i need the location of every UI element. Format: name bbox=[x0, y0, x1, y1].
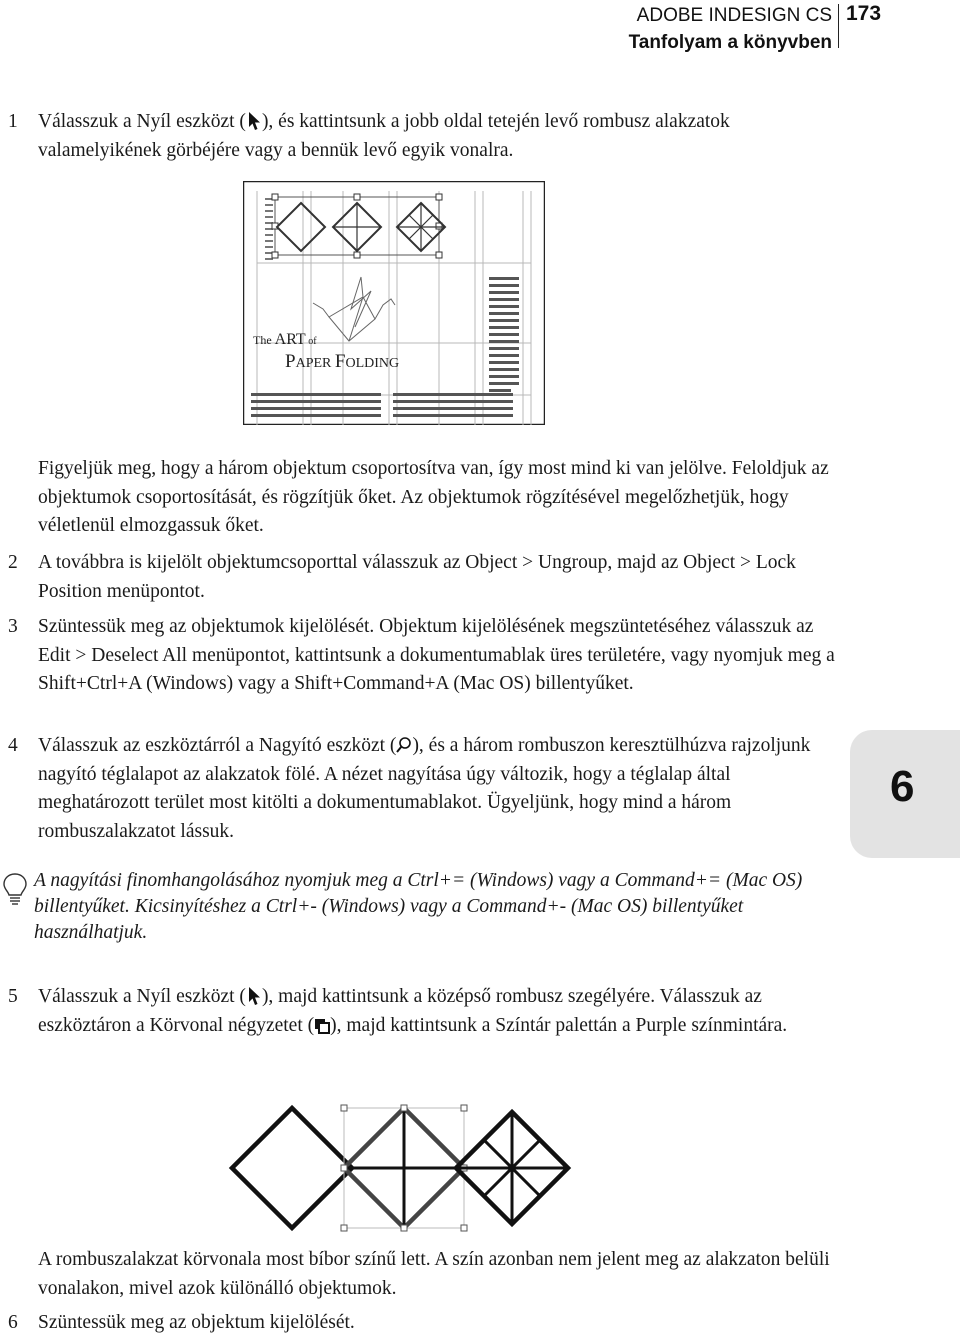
body-paragraph: A rombuszalakzat körvonala most bíbor színű lett. A szín azonban nem jelent meg az alakzaton belüli vonalakon, mivel azok különálló objektumok. bbox=[38, 1249, 830, 1299]
lightbulb-icon bbox=[2, 872, 28, 906]
layout-screenshot-figure bbox=[243, 181, 545, 425]
step-6-text: Szüntessük meg az objektum kijelölését. bbox=[38, 1312, 355, 1333]
step-5-text: Válasszuk a Nyíl eszközt ( ), majd kattintsunk a középső rombusz szegélyére. Válasszuk az eszköztáron a Körvonal négyzetet ( ), majd kattintsunk a Színtár palettán a Purple színmintára. bbox=[38, 986, 788, 1036]
step-number: 5 bbox=[8, 986, 18, 1007]
arrow-icon bbox=[246, 111, 262, 131]
diamond-star bbox=[456, 1112, 568, 1224]
step-2-text: A továbbra is kijelölt objektumcsoporttal válasszuk az Object > Ungroup, majd az Object > Lock Position menüpontot. bbox=[38, 552, 796, 602]
running-header bbox=[629, 2, 832, 56]
step-3-text: Szüntessük meg az objektumok kijelölését. Objektum kijelölésének megszüntetéséhez válasszuk az Edit > Deselect All menüpontot, kattintsunk a dokumentumablak üres területére, vagy nyomjuk meg a Shift+Ctrl+A (Windows) vagy a Shift+Command+A (Mac OS) billentyűket. bbox=[38, 616, 835, 694]
body-paragraph: Figyeljük meg, hogy a három objektum csoportosítva van, így most mind ki van jelölve. Feloldjuk az objektumok csoportosítását, és rögzítjük őket. Az objektumok rögzítésével megelőzhetjük, hogy véletlenül elmozgassuk őket. bbox=[38, 458, 829, 536]
tip-text: A nagyítási finomhangolásához nyomjuk meg a Ctrl+= (Windows) vagy a Command+= (Mac OS) billentyűket. Kicsinyítéshez a Ctrl+- (Windows) vagy a Command+- (Mac OS) billentyűket használhatjuk. bbox=[34, 870, 803, 943]
step-number: 3 bbox=[8, 616, 18, 637]
page-number: 173 bbox=[846, 2, 882, 25]
zoom-icon bbox=[396, 735, 412, 755]
book-subtitle: Tanfolyam a könyvben bbox=[628, 32, 832, 53]
stroke-box-icon bbox=[314, 1015, 330, 1035]
step-4-text: Válasszuk az eszköztárról a Nagyító eszközt ( ), és a három rombuszon keresztülhúzva rajzoljunk nagyító téglalapot az alakzatok fölé. A nézet nagyítása úgy változik, hogy a téglalap által meghatározott terület most kitölti a dokumentumablakot. Ügyeljünk, hogy mind a három rombuszalakzatot lássuk. bbox=[38, 735, 811, 842]
book-title: ADOBE INDESIGN CS bbox=[636, 5, 832, 26]
step-number: 1 bbox=[8, 111, 18, 132]
step-number: 2 bbox=[8, 552, 18, 573]
chapter-tab: 6 bbox=[850, 730, 960, 858]
diamond-plain bbox=[232, 1108, 352, 1228]
step-number: 6 bbox=[8, 1312, 18, 1333]
header-divider bbox=[838, 4, 839, 48]
svg-text:PAPER FOLDING: PAPER FOLDING bbox=[285, 351, 400, 372]
diamond-cross bbox=[341, 1105, 467, 1231]
step-1-text: Válasszuk a Nyíl eszközt ( ), és kattintsunk a jobb oldal tetején levő rombusz alakzatok valamelyikének görbéjére vagy a bennük levő egyik vonalra. bbox=[38, 111, 730, 161]
step-number: 4 bbox=[8, 735, 18, 756]
svg-text:The ART of: The ART of bbox=[253, 331, 317, 348]
arrow-icon bbox=[246, 986, 262, 1006]
three-diamonds-figure bbox=[222, 1100, 572, 1240]
